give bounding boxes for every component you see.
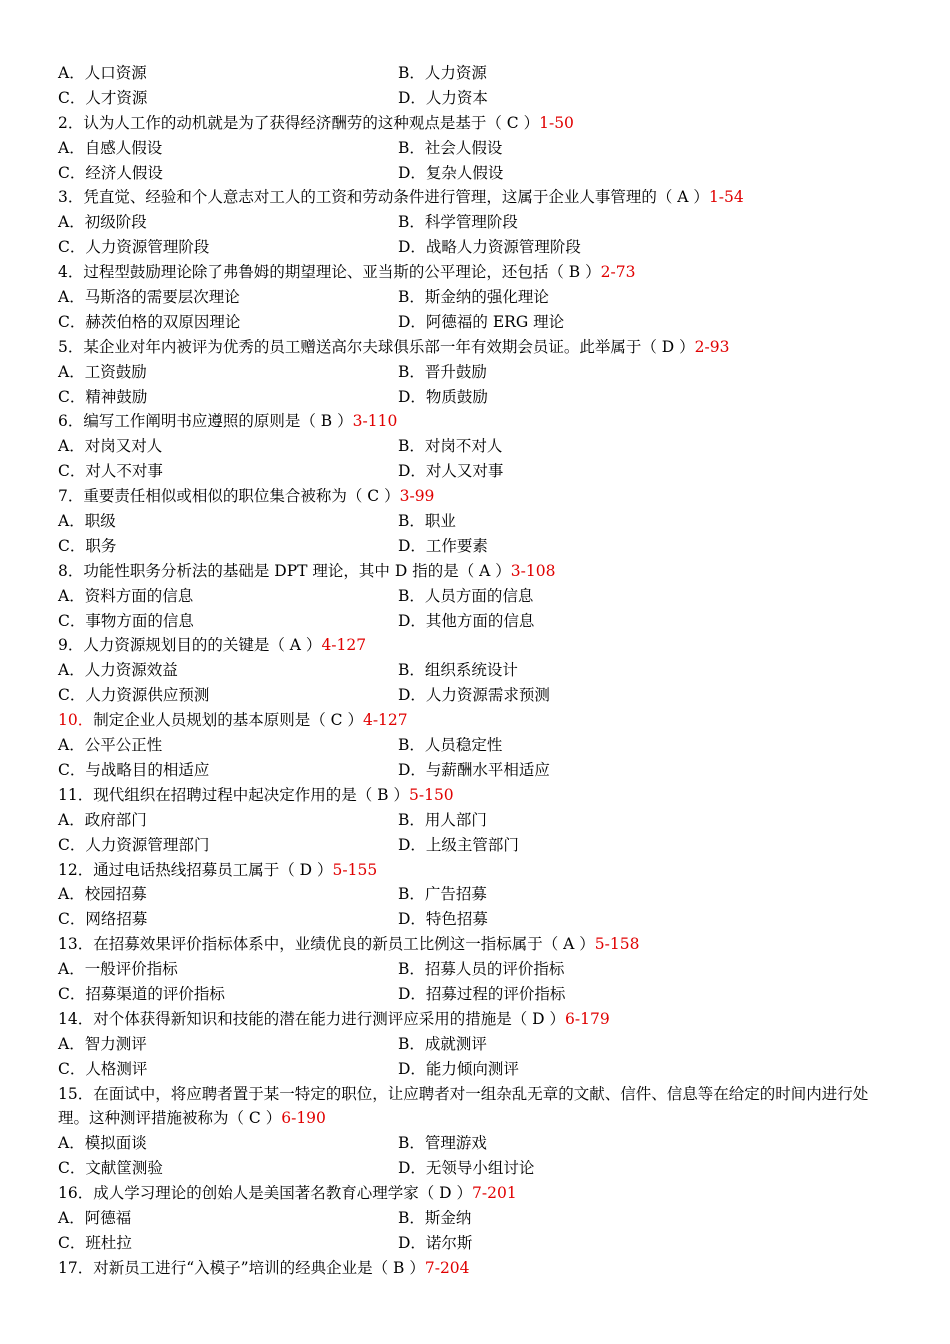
page-reference: 2-93	[694, 337, 730, 356]
option-row	[58, 683, 898, 708]
page-reference: 4-127	[362, 711, 408, 730]
option-row	[58, 210, 898, 235]
option-left: C．人才资源	[58, 88, 148, 107]
option-left: C．与战略目的相适应	[58, 760, 210, 779]
option-right: D．战略人力资源管理阶段	[398, 238, 581, 257]
page-reference: 3-99	[399, 487, 435, 506]
page-reference: 6-179	[565, 1009, 610, 1028]
option-right: B．社会人假设	[398, 138, 503, 157]
option-left: C．招募渠道的评价指标	[58, 984, 225, 1003]
option-row	[58, 285, 898, 310]
question-text: 某企业对年内被评为优秀的员工赠送高尔夫球俱乐部一年有效期会员证。此举属于（ D ）	[83, 337, 695, 356]
option-left: C．精神鼓励	[58, 387, 148, 406]
question-line	[58, 409, 898, 434]
option-right: D．人力资源需求预测	[398, 686, 550, 705]
option-right: B．广告招募	[398, 885, 487, 904]
question-text: 在招募效果评价指标体系中，业绩优良的新员工比例这一指标属于（ A ）	[93, 935, 595, 954]
option-row	[58, 584, 898, 609]
option-right: D．能力倾向测评	[398, 1059, 519, 1078]
page-reference: 1-50	[539, 113, 574, 132]
page-reference: 7-204	[424, 1258, 470, 1277]
option-right: B．招募人员的评价指标	[398, 960, 565, 979]
page-reference: 3-110	[352, 412, 398, 431]
question-text: 现代组织在招聘过程中起决定作用的是（ B ）	[93, 785, 409, 804]
question-line	[58, 633, 898, 658]
question-line	[58, 1007, 898, 1032]
question-text: 制定企业人员规划的基本原则是（ C ）	[93, 711, 363, 730]
question-number: 13．	[58, 935, 94, 954]
question-number: 2．	[58, 113, 84, 132]
option-right: B．人员方面的信息	[398, 586, 534, 605]
question-line	[58, 1082, 898, 1132]
option-row	[58, 459, 898, 484]
option-row	[58, 609, 898, 634]
option-right: B．科学管理阶段	[398, 213, 518, 232]
option-right: D．与薪酬水平相适应	[398, 760, 550, 779]
question-text: 功能性职务分析法的基础是 DPT 理论，其中 D 指的是（ A ）	[83, 561, 511, 580]
question-number: 8．	[58, 561, 84, 580]
option-left: A．阿德福	[58, 1209, 132, 1227]
option-row	[58, 833, 898, 858]
option-row	[58, 86, 898, 111]
option-left: A．校园招募	[58, 885, 147, 904]
option-left: A．自感人假设	[58, 138, 163, 157]
option-row	[58, 982, 898, 1007]
option-left: C．文献筐测验	[58, 1159, 163, 1178]
question-text: 通过电话热线招募员工属于（ D ）	[93, 860, 333, 879]
option-right: D．工作要素	[398, 536, 488, 555]
question-text: 过程型鼓励理论除了弗鲁姆的期望理论、亚当斯的公平理论，还包括（ B ）	[83, 263, 601, 282]
option-right: B．晋升鼓励	[398, 362, 487, 381]
option-left: C．赫茨伯格的双原因理论	[58, 312, 241, 331]
question-line	[58, 858, 898, 883]
option-left: C．网络招募	[58, 910, 148, 929]
question-line	[58, 111, 898, 136]
question-number: 14．	[58, 1009, 94, 1028]
option-left: C．人格测评	[58, 1059, 148, 1078]
option-row	[58, 907, 898, 932]
question-text: 重要责任相似或相似的职位集合被称为（ C ）	[83, 487, 400, 506]
option-row	[58, 882, 898, 907]
question-number: 10．	[58, 711, 94, 730]
option-row	[58, 434, 898, 459]
question-number: 16．	[58, 1184, 94, 1203]
option-left: C．事物方面的信息	[58, 611, 194, 630]
option-row	[58, 385, 898, 410]
question-number: 6．	[58, 412, 84, 431]
option-row	[58, 509, 898, 534]
option-row	[58, 658, 898, 683]
question-number: 5．	[58, 337, 84, 356]
option-right: D．特色招募	[398, 910, 488, 929]
option-left: A．政府部门	[58, 810, 147, 829]
question-line	[58, 484, 898, 509]
option-row	[58, 310, 898, 335]
option-row	[58, 1156, 898, 1181]
question-number: 17．	[58, 1258, 94, 1277]
option-right: B．斯金纳的强化理论	[398, 288, 549, 307]
option-right: B．斯金纳	[398, 1209, 472, 1227]
option-left: C．经济人假设	[58, 163, 163, 182]
option-row	[58, 808, 898, 833]
option-row	[58, 1231, 898, 1256]
page-reference: 3-108	[510, 561, 556, 580]
question-text: 编写工作阐明书应遵照的原则是（ B ）	[83, 412, 353, 431]
option-left: A．资料方面的信息	[58, 586, 194, 605]
question-number: 4．	[58, 263, 84, 282]
option-right: B．人力资源	[398, 64, 487, 82]
option-row	[58, 758, 898, 783]
option-row	[58, 161, 898, 186]
option-right: D．阿德福的 ERG 理论	[398, 312, 565, 331]
question-text: 凭直觉、经验和个人意志对工人的工资和劳动条件进行管理，这属于企业人事管理的（ A ）	[83, 188, 709, 207]
option-right: B．成就测评	[398, 1034, 487, 1053]
option-row	[58, 235, 898, 260]
option-right: B．管理游戏	[398, 1134, 487, 1153]
option-left: A．公平公正性	[58, 736, 163, 755]
question-line	[58, 783, 898, 808]
question-line	[58, 260, 898, 285]
option-left: A．模拟面谈	[58, 1134, 147, 1153]
option-left: A．智力测评	[58, 1034, 147, 1053]
question-number: 11．	[58, 785, 94, 804]
option-row	[58, 1131, 898, 1156]
question-line	[58, 708, 898, 733]
page-reference: 1-54	[708, 188, 744, 207]
question-text: 对个体获得新知识和技能的潜在能力进行测评应采用的措施是（ D ）	[93, 1009, 566, 1028]
page-reference: 5-158	[594, 935, 640, 954]
option-row	[58, 733, 898, 758]
option-row	[58, 957, 898, 982]
question-number: 3．	[58, 188, 84, 207]
exam-document	[58, 61, 898, 1281]
option-left: A．工资鼓励	[58, 362, 147, 381]
page-reference: 4-127	[321, 636, 367, 655]
option-right: D．人力资本	[398, 88, 488, 107]
question-line	[58, 1256, 898, 1281]
option-left: A．初级阶段	[58, 213, 147, 232]
option-left: A．对岗又对人	[58, 437, 163, 456]
option-row	[58, 534, 898, 559]
question-line	[58, 1181, 898, 1206]
question-number: 15．	[58, 1084, 94, 1103]
option-right: B．对岗不对人	[398, 437, 503, 456]
option-right: D．复杂人假设	[398, 163, 504, 182]
option-left: C．班杜拉	[58, 1233, 132, 1252]
page-reference: 5-150	[408, 785, 454, 804]
option-left: A．马斯洛的需要层次理论	[58, 288, 240, 307]
page-reference: 5-155	[332, 860, 378, 879]
option-right: B．组织系统设计	[398, 661, 518, 680]
question-text: 认为人工作的动机就是为了获得经济酬劳的这种观点是基于（ C ）	[83, 113, 540, 132]
option-right: D．招募过程的评价指标	[398, 984, 566, 1003]
option-right: B．用人部门	[398, 810, 487, 829]
page-reference: 7-201	[472, 1184, 517, 1203]
option-left: C．职务	[58, 536, 117, 555]
question-text: 人力资源规划目的的关键是（ A ）	[83, 636, 322, 655]
option-row	[58, 1057, 898, 1082]
option-row	[58, 61, 898, 86]
option-left: A．人力资源效益	[58, 661, 178, 680]
option-row	[58, 1206, 898, 1231]
option-right: D．物质鼓励	[398, 387, 488, 406]
option-right: B．人员稳定性	[398, 736, 503, 755]
option-row	[58, 1032, 898, 1057]
question-line	[58, 932, 898, 957]
question-text: 成人学习理论的创始人是美国著名教育心理学家（ D ）	[93, 1184, 473, 1203]
option-left: C．人力资源管理部门	[58, 835, 210, 854]
question-line	[58, 335, 898, 360]
question-text: 对新员工进行“入模子”培训的经典企业是（ B ）	[93, 1258, 425, 1277]
option-left: C．人力资源管理阶段	[58, 238, 210, 257]
question-number: 7．	[58, 487, 84, 506]
option-left: A．人口资源	[58, 64, 147, 82]
option-row	[58, 360, 898, 385]
option-right: D．其他方面的信息	[398, 611, 535, 630]
option-left: C．人力资源供应预测	[58, 686, 210, 705]
question-line	[58, 559, 898, 584]
question-number: 9．	[58, 636, 84, 655]
option-left: A．职级	[58, 512, 116, 531]
option-right: B．职业	[398, 512, 456, 531]
question-line	[58, 185, 898, 210]
option-row	[58, 136, 898, 161]
option-right: D．无领导小组讨论	[398, 1159, 535, 1178]
page-reference: 6-190	[281, 1109, 326, 1128]
question-text: 在面试中，将应聘者置于某一特定的职位，让应聘者对一组杂乱无章的文献、信件、信息等在给定的时间内进行处理。这种测评措施被称为（ C ）	[58, 1084, 869, 1128]
question-number: 12．	[58, 860, 94, 879]
option-right: D．上级主管部门	[398, 835, 519, 854]
option-right: D．对人又对事	[398, 462, 504, 481]
option-left: C．对人不对事	[58, 462, 163, 481]
page-reference: 2-73	[600, 263, 636, 282]
option-left: A．一般评价指标	[58, 960, 178, 979]
option-right: D．诺尔斯	[398, 1233, 473, 1252]
